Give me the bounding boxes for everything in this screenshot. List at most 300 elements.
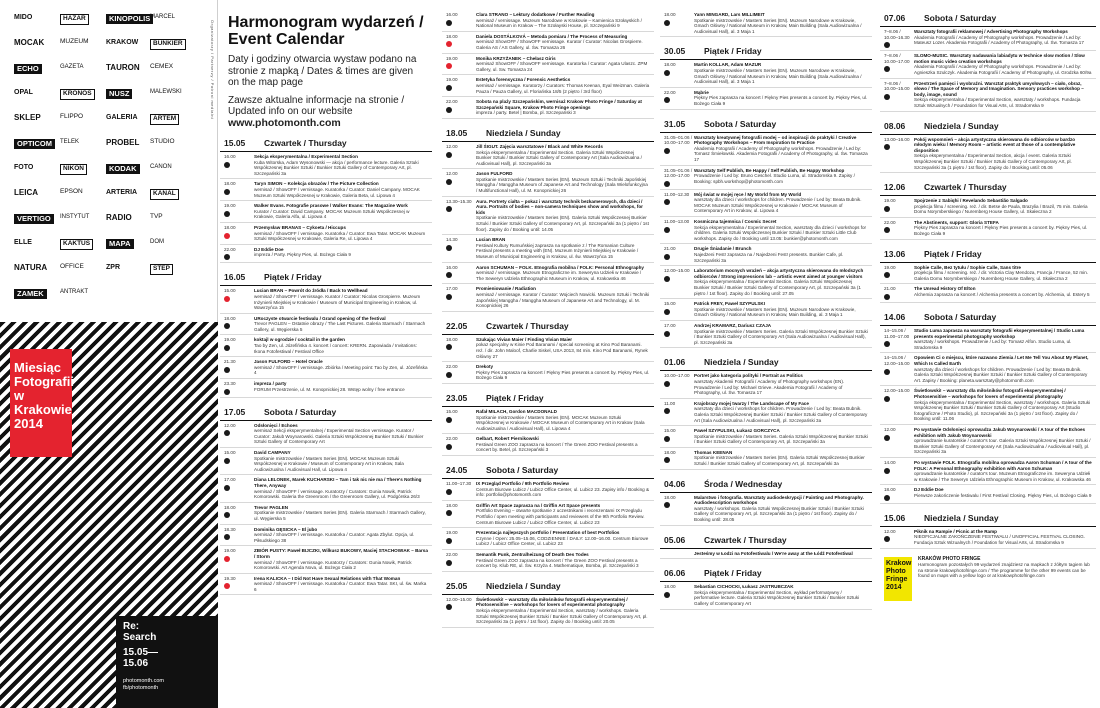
event-details: [476, 409, 654, 431]
event-time-cell: [446, 552, 476, 569]
event-time: 15.00: [446, 408, 458, 414]
photo-fringe-body: Harmonogram pozostałych 99 wydarzeń znajdziesz na mapkach z żółtym tagiem lub na stronie krakowphotofringe.com / The programme for the other 99 events can be found on maps with a yellow logo or at krakowphotofringe.com: [918, 562, 1090, 579]
sponsor-logo: VERTIGO: [14, 214, 54, 224]
event-time-cell: [664, 12, 694, 34]
event-item: [220, 179, 432, 201]
event-title: Mój świat w mojej ręce / My World from My World: [694, 191, 802, 197]
event-description: Akademia Fotografii / Academy of Photography workshops. Prowadzenie / Led by: Tomasz Śmiełowski. Akademia Fotografii / Academy of Photography, ul. Św. Tomasza 17: [694, 145, 868, 162]
day-date: 15.06: [884, 512, 906, 523]
event-details: [476, 337, 654, 359]
event-marker-icon: [224, 485, 230, 491]
event-title: Aaron SCHUMAN – FOLK. Etnografia mobilna / FOLK: Personal Ethnography: [476, 264, 644, 270]
event-details: [914, 328, 1096, 350]
event-time-cell: [664, 450, 694, 467]
event-time-cell: [884, 198, 914, 215]
event-time-cell: [224, 316, 254, 333]
event-item: [220, 421, 432, 448]
festival-fb-url[interactable]: fb/photomonth: [123, 685, 159, 691]
event-marker-icon: [884, 468, 890, 474]
event-time: 18.00: [664, 449, 676, 455]
event-time: 22.00: [446, 364, 458, 370]
event-marker-icon: [664, 148, 670, 154]
event-item: [442, 32, 654, 54]
event-time: 10.00–17.00: [664, 373, 690, 379]
event-marker-icon: [664, 436, 670, 442]
day-name: Czwartek / Thursday: [924, 182, 1007, 193]
event-time: 19.00: [446, 77, 458, 83]
event-details: [254, 576, 432, 593]
photo-fringe-logo: [884, 557, 912, 601]
event-title: Sebastian CICHOCKI, Łukasz JASTRUBCZAK: [694, 584, 794, 590]
event-time: 18.00: [446, 336, 458, 342]
event-details: [254, 181, 432, 198]
event-list: [880, 0, 1096, 549]
event-item: [220, 286, 432, 313]
event-time-cell: [446, 199, 476, 233]
event-time: 16.00: [446, 12, 458, 17]
event-title: Warsztaty Self Publish, Be Happy / Self Publish, Be Happy Workshop: [694, 167, 845, 173]
festival-urls: [123, 678, 215, 692]
event-details: [254, 477, 432, 499]
event-marker-icon: [446, 560, 452, 566]
event-details: [476, 530, 654, 547]
sponsor-logo: MAPA: [106, 239, 134, 249]
event-time: 18.00: [664, 494, 676, 500]
event-time: 14.00: [884, 459, 896, 465]
event-title: David CAMPANY: [254, 450, 291, 455]
event-description: Spotkanie mistrzowskie / Masters Series (EN). Muzeum Sztuki i Techniki Japońskiej Manggha / Manggha Museum of Japanese Art and Technology (Sala Wielofunkcyjna / Multifunctional Hall), ul. M. Konopnickiej 26: [476, 176, 648, 194]
event-description: Akademia Fotografii / Academy of Photography workshops. Prowadzenie / Led by: Mateusz Lozer. Akademia Fotografii / Academy of Photography, ul. Św. Tomasza 17: [914, 34, 1084, 46]
event-details: [254, 548, 432, 570]
event-time: 21.00: [664, 246, 676, 252]
event-marker-icon: [224, 254, 230, 260]
event-item: [880, 458, 1096, 485]
event-time: 15.00: [664, 428, 676, 434]
event-marker-icon: [224, 211, 230, 217]
day-date: 13.06: [884, 248, 906, 259]
event-marker-icon: [224, 430, 230, 436]
festival-title: [14, 361, 84, 431]
event-time-cell: [664, 168, 694, 187]
event-description: wernisaż / ShowOFF / vernissage. Kuratorka / Curator: Daniel Campany. MOCAK Muzeum Sztuki Współczesnej w Krakowie, Galeria Beta, ul. Lipowa 4: [254, 186, 420, 198]
day-date: 17.05: [224, 406, 246, 417]
event-title: Opowiem Ci o miejscu, które nazwano Ziemia / Let Me Tell You About My Planet, Which Is Called Earth: [914, 355, 1089, 366]
event-details: [694, 246, 872, 263]
event-time-cell: [446, 503, 476, 525]
day-date: 16.05: [224, 272, 246, 283]
day-date: 23.05: [446, 392, 468, 403]
event-time: 11.00–17.30: [446, 481, 472, 487]
event-marker-icon: [224, 534, 230, 540]
event-item: [660, 582, 872, 609]
event-title: Sophie Calle, Bez tytułu / Sophie Calle, Sans titre: [914, 264, 1021, 270]
sponsor-logo: GALERIA: [106, 114, 138, 121]
event-title: Przestrzeń pamięci i wyobraźni. Warsztat praktyk umysłowych – ciało, obraz, słowo / The Space of Memory and Imagination. Sensory practices workshop – body, image, sound: [914, 80, 1084, 97]
event-marker-icon: [664, 254, 670, 260]
event-description: warsztaty / workshops. Galeria Sztuki Współczesnej Bunkier Sztuki / Bunkier Sztuki Gallery of Contemporary Art, pl. Szczepański 3a (1 piętro / 1st floor). Zapisy do / Booking until: 28.05: [694, 505, 864, 523]
showoff-marker-icon: [224, 233, 230, 239]
event-title: Aura. Portrety ciałta – pokaz i warsztaty technik bezkamerowych, dla dzieci / Aura. Portraits of bodies – non-camera techniques show and workshops, for kids: [476, 198, 643, 215]
event-time-cell: [224, 203, 254, 220]
event-marker-icon: [664, 70, 670, 76]
day-header: [880, 309, 1096, 326]
event-item: [660, 299, 872, 321]
event-time: 18.00: [224, 315, 236, 321]
sponsor-logo: BUNKIER: [150, 39, 186, 50]
event-time-cell: [446, 597, 476, 625]
event-title: Mąbrie: [694, 89, 709, 95]
event-description: Sekcja eksperymentalna / Experimental Section, warsztaty dla dzieci / workshops for children. Galeria Sztuki Współczesnej Bunkier Sztuki / Bunkier Sztuki Little Club workshops. Zapisy do / Booking until 13.05: bunkier@photomonth.com: [694, 224, 867, 241]
event-marker-icon: [446, 245, 452, 251]
event-item: [660, 321, 872, 348]
event-time-cell: [224, 288, 254, 310]
event-description: wernisaż / ShowOFF / vernissage. Kuratorzy / Curators: Gunia Nowik, Patrick Komorowski. Art Agenda Nova, ul. Bożego Ciała 2: [254, 559, 412, 571]
event-time: 14.30: [446, 237, 458, 243]
event-time-cell: [664, 551, 694, 557]
event-time: 22.00: [446, 99, 458, 105]
event-description: warsztaty dla dzieci / workshops for children. Prowadzenie / Led by: Beata Bubnik. MOCAK Muzeum Sztuki Współczesnej w Krakowie / MOCAK Museum of Contemporary Art in Krakow, ul. Lipowa 4: [694, 197, 862, 214]
event-description: wernisaż ShowOFF / ShowOFF vernissage. Kurator / Curator: Nicolas Grospierre. Galeria AS / AS Gallery, ul. Św. Tomasza 26: [476, 39, 643, 50]
event-time-cell: [446, 265, 476, 282]
event-title: Jesteśmy w Łodzi na Fotofestiwalu / We're away at the Łódź Fotofestiwal: [694, 550, 853, 556]
photo-fringe-title: KRAKÓW PHOTO FRINGE: [918, 555, 981, 562]
event-item: [442, 10, 654, 32]
event-title: IX Przegląd Portfolio / 9th Portfolio Review: [476, 481, 569, 487]
event-details: [694, 135, 872, 163]
event-item: [220, 475, 432, 502]
day-date: 18.05: [446, 127, 468, 138]
event-marker-icon: [446, 489, 452, 495]
event-time: 18.00: [224, 181, 236, 187]
event-time: 18.30: [224, 526, 236, 532]
event-details: [914, 487, 1096, 501]
event-item: [880, 51, 1096, 78]
event-time-cell: [664, 90, 694, 107]
event-time: 18.00: [884, 487, 896, 493]
event-title: Thomas KEENAN: [694, 449, 733, 455]
event-title: Laboratorium mocnych wrażeń – akcja artystyczna skierowana do młodszych odbiorców / Strong impressions lab – artistic event aimed at younger visitors: [694, 268, 864, 279]
day-date: 14.06: [884, 312, 906, 323]
calendar-intro: [220, 0, 432, 129]
event-time-cell: [446, 364, 476, 381]
event-item: [442, 595, 654, 628]
event-list: [442, 0, 654, 628]
event-time-cell: [664, 373, 694, 395]
event-time-cell: [664, 219, 694, 241]
event-item: [220, 201, 432, 223]
event-time-cell: [884, 29, 914, 48]
event-description: Pierwsze zakończenie festiwalu / First Festival Closing. Piękny Pies, ul. Bożego Ciała 9: [914, 492, 1092, 498]
event-marker-icon: [884, 206, 890, 212]
event-description: Tao by Zen, ul. Józefińska 4. koncert / concert: KRERN. Zapowiada / Invitations: Ikona Fotofestiwal / Festival Office: [254, 343, 417, 354]
event-marker-icon: [446, 85, 452, 91]
event-title: Daniela DOSTÁLKOVÁ – Metoda pomiaru / The Process of Measuring: [476, 33, 628, 39]
event-time: 19.00: [446, 55, 458, 61]
sponsor-side-label: Organizatorzy / Partnerzy / Patroni medialni: [210, 20, 215, 120]
event-item: [880, 196, 1096, 218]
event-time-cell: [884, 427, 914, 455]
page-title: [228, 14, 426, 48]
event-time: 14–15.06 / 12.00–15.00: [884, 355, 910, 366]
day-header: [442, 462, 654, 479]
event-marker-icon: [884, 536, 890, 542]
event-time: 16.00: [224, 154, 236, 159]
event-item: [660, 399, 872, 426]
event-title: Rafał MILACH, Gordon MACDONALD: [476, 408, 557, 414]
sponsor-logo: ECHO: [14, 64, 42, 74]
event-details: [476, 597, 654, 625]
event-time: 22.00: [446, 436, 458, 442]
event-details: [694, 323, 872, 345]
sponsor-logo: SKLEP: [14, 113, 41, 122]
event-item: [660, 549, 872, 560]
day-name: Piątek / Friday: [486, 392, 544, 403]
event-time-cell: [884, 137, 914, 171]
event-title: Sobota na plaży Szczepańskim, wernisaż Krakow Photo Fringe / Saturday at Szczepański Square, Krakow Photo Fringe openings: [476, 99, 642, 110]
intro-website-note: Zawsze aktualne informacje na stronie / Updated info on our website: [228, 94, 405, 117]
sponsor-logo: MIDO: [14, 14, 33, 21]
event-time: 18.00: [664, 62, 676, 68]
showoff-marker-icon: [224, 296, 230, 302]
event-marker-icon: [446, 107, 452, 113]
sponsor-logo: OFFICE: [60, 263, 84, 270]
sponsor-logo: KINOPOLIS: [106, 14, 153, 24]
event-title: Estetyka forensyczna / Forensic Aesthetics: [476, 77, 571, 83]
event-description: wernisaż / ShowOFF / vernissage. Kuratorzy / Curators: Gunia Nowik, Patrick Komorowski. Galeria the Greenroom / the Greenroom Gallery, ul. Podgórska 26/3: [254, 488, 420, 500]
event-marker-icon: [446, 372, 452, 378]
event-time: 17.00: [664, 322, 676, 328]
event-item: [442, 54, 654, 76]
event-item: [442, 501, 654, 528]
sponsor-logo: KAKTUS: [60, 239, 93, 250]
day-date: 25.05: [446, 580, 468, 591]
event-description: warsztaty dla dzieci / workshops for children. Prowadzenie / Led by: Beata Bubnik. Galeria Sztuki Współczesnej Bunkier Sztuki / Bunkier Sztuki Gallery of Contemporary Art (Sala Audiowizualna / Audiovisual Hall), pl. Szczepański 3a: [694, 406, 868, 423]
event-item: [442, 362, 654, 384]
event-time: 19.00: [224, 337, 236, 343]
event-item: [660, 133, 872, 166]
event-time-cell: [446, 56, 476, 73]
event-item: [442, 407, 654, 434]
event-description: Piękny Pies zaprasza na koncert / Piękny Pies presents a concert by. Piękny Pies, ul. Bożego Ciała 9: [476, 369, 650, 381]
event-title: Trevor PAGLEN: [254, 504, 289, 510]
festival-title-line: Fotografii: [14, 374, 74, 389]
sponsor-logo: NUSZ: [106, 89, 132, 99]
event-details: [694, 219, 872, 241]
event-details: [694, 268, 872, 296]
page-title-line: Harmonogram wydarzeń /: [228, 14, 424, 31]
event-marker-icon: [884, 42, 890, 48]
page-title-line: Event Calendar: [228, 31, 345, 48]
event-description: warsztaty dla dzieci / workshops for children. Prowadzenie / Led by: Beata Bubnik. Galeria Sztuki Współczesnej Bunkier Sztuki / Bunkier Sztuki Gallery of Contemporary Art. Zapisy / Booking: planeta.warsztaty@photomonth.com: [914, 366, 1088, 383]
event-description: Spotkanie mistrzowskie / Masters Series (EN). MOCAK Muzeum Sztuki Współczesnej w Krakowie / Museum of Contemporary Art in Krakow, Sala Audiowizualna / Audiovisual Hall, ul. Lipowa 4: [254, 455, 404, 472]
event-details: [476, 12, 654, 29]
event-details: [914, 29, 1096, 48]
event-marker-icon: [884, 272, 890, 278]
event-description: wernisaż / vernissage. Kurator / Curator: Wojciech Nowicki. Muzeum Sztuki i Techniki Japońskiej Manggha / Manggha Museum of Japanese Art and Technology, ul. M. Konopnickiej 26: [476, 291, 650, 309]
event-description: wernisaż ShowOFF / ShowOFF vernissage. Kuratorka / Curator: Agata Ulaszc. ZPM Gallery, ul. Sw. Tomasza 24: [476, 61, 648, 72]
event-details: [694, 192, 872, 214]
event-details: [694, 495, 872, 523]
event-title: koktajl w ogrodzie / cocktail in the garden: [254, 337, 345, 343]
day-name: Sobota / Saturday: [704, 118, 777, 129]
day-name: Sobota / Saturday: [264, 406, 337, 417]
event-details: [694, 168, 872, 187]
event-time-cell: [446, 337, 476, 359]
event-details: [254, 316, 432, 333]
event-description: Spotkanie mistrzowskie / Masters Series (EN). Galeria Sztuki Współczesnej Bunkier Sztuki / Bunkier Sztuki Gallery of Contemporary Art, pl. Szczepański 3a (1 piętro / 1st floor). Zapisy do / Booking until: 14.05: [476, 215, 649, 232]
event-marker-icon: [446, 344, 452, 350]
event-time-cell: [224, 359, 254, 376]
showoff-marker-icon: [446, 41, 452, 47]
day-name: Piątek / Friday: [704, 568, 762, 579]
event-time-cell: [446, 77, 476, 94]
festival-title-line: Miesiąc: [14, 360, 61, 375]
event-item: [220, 223, 432, 245]
event-item: [442, 75, 654, 97]
event-details: [476, 436, 654, 453]
event-details: [914, 53, 1096, 75]
event-time: 18.00: [224, 504, 236, 510]
event-title: Lucian BRAN – Powrót do źródła / Back to Wellhead: [254, 288, 368, 294]
sponsor-logo: INSTYTUT: [60, 214, 90, 220]
event-description: wernisaż / ShowOFF / vernissage. Kuratorka / Curator: Ewa Tatar. SKI, ul. św. Marka 6: [254, 581, 427, 592]
event-marker-icon: [664, 20, 670, 26]
event-time-cell: [664, 246, 694, 263]
event-time: 11.00: [664, 400, 676, 406]
event-time-cell: [664, 192, 694, 214]
event-marker-icon: [446, 294, 452, 300]
event-details: [694, 62, 872, 84]
festival-theme: [123, 621, 213, 643]
event-details: [914, 198, 1096, 215]
event-marker-icon: [884, 396, 890, 402]
event-details: [254, 225, 432, 242]
sponsor-logo: ANTRAKT: [60, 289, 89, 295]
event-details: [254, 381, 432, 395]
festival-url[interactable]: photomonth.com: [123, 678, 164, 684]
event-marker-icon: [884, 341, 890, 347]
event-title: Drekoty: [476, 364, 494, 370]
sponsor-logo: STEP: [150, 264, 173, 275]
day-header: [442, 125, 654, 142]
event-title: Świetlowski! – warsztaty dla miłośników fotografii eksperymentalnej / Photosensitive – workshops for lovers of experimental photography: [476, 596, 628, 608]
sponsor-logo: ELLE: [14, 239, 32, 246]
calendar-column-4: [880, 0, 1096, 708]
event-marker-icon: [884, 227, 890, 233]
event-description: Akademia Fotografii / Academy of Photography workshops. Prowadzenie / Led by: Agnieszka Szulczyk. Akademia Fotografii / Academy of Photography, ul. Grodzka 60/9a: [914, 64, 1092, 75]
event-title: Patrick FREY, Paweł SZYPULSKI: [694, 301, 765, 307]
event-description: pokaz specjalny w Kinie Pod Baranami / special screening at Kino Pod Baranami. reż. / dir. John Maloof, Charlie Siskel, USA 2013, 84 min. Kino Pod Baranami, Rynek Główny 27: [476, 342, 648, 359]
event-marker-icon: [664, 199, 670, 205]
event-details: [694, 401, 872, 423]
event-details: [914, 286, 1096, 300]
event-item: [880, 326, 1096, 353]
event-item: [880, 353, 1096, 386]
event-title: Świetlowski! – warsztaty dla miłośników fotografii eksperymentalnej / Photosensitive – workshops for lovers of experimental photography: [914, 388, 1066, 399]
festival-dates: [123, 647, 213, 669]
sponsor-logo: CANON: [150, 164, 172, 170]
event-marker-icon: [224, 512, 230, 518]
event-time-cell: [884, 286, 914, 300]
event-title: Pokój wspomnień – akcja artystyczna skierowana do odbiorców w bardzo młodym wieku / Memory Room – artistic event at those of a contemplative disposition: [914, 136, 1076, 153]
showoff-marker-icon: [224, 556, 230, 562]
event-time-cell: [884, 53, 914, 75]
event-time: 11.00–13.00: [664, 219, 690, 225]
event-description: Spotkanie mistrzowskie / Masters Series (EN). Muzeum Narodowe w Krakowie, Gmach Główny / National Museum in Krakow, Main Building, al. 3 Maja 1: [694, 306, 856, 318]
event-marker-icon: [884, 294, 890, 300]
event-time-cell: [664, 62, 694, 84]
event-details: [914, 355, 1096, 383]
event-description: Festiwal Kultury Rumuńskiej zaprasza na spotkanie z / The Romanian Culture Festival presents a meeting with (EN). Muzeum Inżynierii Miejskiej w Krakowie / Museum of Municipal Engineering in Krakow, ul. św. Wawrzyńca 15: [476, 242, 639, 259]
event-marker-icon: [446, 538, 452, 544]
event-title: Clara STRANO – Lektury dodatkowe / Further Reading: [476, 12, 595, 17]
event-time: 21.30: [224, 359, 236, 365]
event-description: Czynne / Open: 25.05–15.06, CODZIENNIE / DAILY: 12.00–16.00. Centrum Biurowe Lubicz / Lubicz Office Center, ul. Lubicz 23: [476, 535, 649, 547]
day-header: [442, 318, 654, 335]
event-item: [220, 503, 432, 525]
day-header: [660, 532, 872, 549]
sponsor-logo: TELEK: [60, 139, 80, 145]
event-marker-icon: [446, 444, 452, 450]
event-title: Martin KOLLAR, Adam MAZUR: [694, 62, 762, 68]
event-details: [476, 265, 654, 282]
event-title: Warsztaty kreatywnej fotografii modej – od inspiracji do praktyki / Creative Photography Workshops – From Inspiration to Practice: [694, 134, 857, 146]
event-marker-icon: [446, 20, 452, 26]
event-time: 13.30–15.30: [446, 198, 472, 204]
sponsor-logo: MUZEUM: [60, 38, 89, 45]
event-time-cell: [884, 265, 914, 282]
event-description: wernisaż / vernissage. Kuratorzy / Curators: Thomas Keenan, Eyal Weizman. Galeria Pauza / Pauza Gallery, ul. Floriańska 18/5 (2 piętro / 3rd floor): [476, 82, 650, 94]
event-marker-icon: [446, 510, 452, 516]
day-name: Czwartek / Thursday: [264, 138, 347, 148]
event-time-cell: [664, 135, 694, 163]
event-description: Sekcja eksperymentalna / Experimental Section, warsztaty / workshops. Fundacja Sztuk Wizualnych / Foundation for Visual Arts, ul. Stradomska 9: [914, 97, 1081, 108]
event-description: wernisaż / ShowOFF / vernissage. Zbiórka / Meeting point: Tao by Zen, ul. Józefińska 4: [254, 364, 428, 376]
event-title: Paweł SZYPULSKI, Łukasz GORCZYCA: [694, 428, 780, 434]
event-item: [660, 493, 872, 526]
day-header: [660, 354, 872, 371]
day-date: 08.06: [884, 120, 906, 131]
event-time-cell: [446, 530, 476, 547]
event-time: 12.00–15.00: [446, 596, 472, 602]
event-item: [660, 448, 872, 470]
event-time: 18.00: [224, 224, 236, 230]
event-title: Taryn SIMON – Kolekcja obrazów / The Picture Collection: [254, 181, 379, 187]
day-header: [660, 565, 872, 582]
event-details: [476, 56, 654, 73]
intro-dates-note: Daty i godziny otwarcia wystaw podano na stronie z mapką / Dates & times are given on the map page: [228, 54, 417, 88]
event-time-cell: [664, 268, 694, 296]
event-title: Promieniowanie / Radiation: [476, 286, 536, 292]
event-time: 16.00: [446, 264, 458, 270]
event-item: [880, 485, 1096, 504]
event-time: 7–8.06 / 10.00–17.00: [884, 53, 910, 64]
event-time-cell: [224, 450, 254, 472]
event-time: 19.00: [884, 198, 896, 204]
event-description: Festiwal Green ZOO zaprasza na koncert / The Green ZOO Festival presents a concert by. Klub RE, ul. Św. Krzyża 4. Mathematique, Bomba, pl. Szczepański 3: [476, 557, 639, 569]
event-time-cell: [224, 423, 254, 445]
event-item: [660, 10, 872, 37]
sponsor-logo: PROBEL: [106, 138, 140, 147]
photo-fringe-logo-line: Krakow: [886, 559, 912, 567]
event-title: Dominika GĘSICKA – El jubo: [254, 526, 318, 532]
day-header: [880, 510, 1096, 527]
event-time: 17.00: [224, 477, 236, 483]
event-description: Spotkanie mistrzowskie / Masters Series. Galeria Sztuki Współczesnej Bunkier Sztuki / Bunkier Sztuki Gallery of Contemporary Art, pl. Szczepański 3a: [694, 433, 868, 445]
website-link[interactable]: www.photomonth.com: [228, 116, 341, 129]
event-details: [476, 481, 654, 498]
day-name: Niedziela / Sunday: [486, 127, 561, 138]
